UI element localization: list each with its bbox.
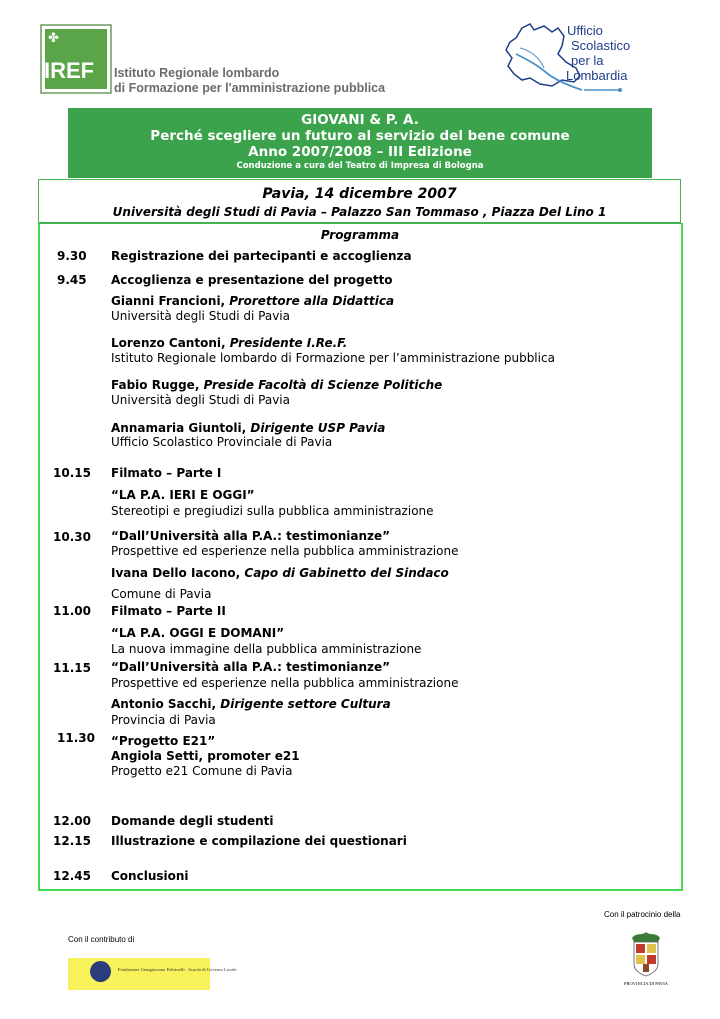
item-testimonials-1-desc: Prospettive ed esperienze nella pubblica amministrazione <box>111 544 459 558</box>
svg-text:✤: ✤ <box>48 31 59 46</box>
iref-logo <box>40 24 112 94</box>
speaker-org: Università degli Studi di Pavia <box>111 393 290 407</box>
speaker-role: Dirigente settore Cultura <box>220 697 391 711</box>
speaker-org: Comune di Pavia <box>111 587 212 601</box>
item-registration: Registrazione dei partecipanti e accoglienza <box>111 249 412 263</box>
banner-conduction: Conduzione a cura del Teatro di Impresa di Bologna <box>236 161 484 171</box>
item-project-e21-org: Progetto e21 Comune di Pavia <box>111 764 293 778</box>
item-project-e21: “Progetto E21” <box>111 734 216 748</box>
speaker-rugge <box>111 378 442 392</box>
item-testimonials-1: “Dall’Università alla P.A.: testimonianze” <box>111 529 390 543</box>
speaker-org: Provincia di Pavia <box>111 713 216 727</box>
speaker-name: Fabio Rugge, <box>111 378 204 392</box>
speaker-name: Ivana Dello Iacono, <box>111 566 245 580</box>
iref-name <box>114 66 385 96</box>
usp-line4: Lombardia <box>566 68 628 83</box>
speaker-role: Prorettore alla Didattica <box>229 294 395 308</box>
speaker-org: Istituto Regionale lombardo di Formazione per l’amministrazione pubblica <box>111 351 555 365</box>
item-testimonials-2-desc: Prospettive ed esperienze nella pubblica amministrazione <box>111 676 459 690</box>
patronage-label: Con il patrocinio della <box>604 910 681 919</box>
usp-name <box>567 23 630 83</box>
contribution-label: Con il contributo di <box>68 935 135 944</box>
speaker-role: Dirigente USP Pavia <box>250 421 386 435</box>
iref-name-line2: di Formazione per l'amministrazione pubblica <box>114 81 386 95</box>
time-1030: 10.30 <box>53 530 91 544</box>
globe-icon <box>90 961 111 982</box>
time-1130: 11.30 <box>57 731 95 745</box>
province-crest-icon <box>628 930 664 978</box>
program-title: Programma <box>320 228 400 242</box>
item-film-part1-title: “LA P.A. IERI E OGGI” <box>111 488 255 502</box>
speaker-francioni <box>111 294 394 308</box>
banner-edition: Anno 2007/2008 – III Edizione <box>248 144 472 160</box>
item-questions: Domande degli studenti <box>111 814 274 828</box>
speaker-role: Capo di Gabinetto del Sindaco <box>244 566 449 580</box>
time-1215: 12.15 <box>53 834 91 848</box>
speaker-name: Annamaria Giuntoli, <box>111 421 251 435</box>
event-date: Pavia, 14 dicembre 2007 <box>262 186 457 202</box>
item-film-part2-desc: La nuova immagine della pubblica amministrazione <box>111 642 422 656</box>
speaker-giuntoli <box>111 421 385 435</box>
speaker-sacchi <box>111 697 391 711</box>
speaker-role: Preside Facoltà di Scienze Politiche <box>203 378 443 392</box>
item-welcome: Accoglienza e presentazione del progetto <box>111 273 393 287</box>
time-1245: 12.45 <box>53 869 91 883</box>
time-945: 9.45 <box>57 273 87 287</box>
iref-logo-text: IREF <box>44 58 95 83</box>
event-venue: Università degli Studi di Pavia – Palazzo San Tommaso , Piazza Del Lino 1 <box>112 205 607 219</box>
speaker-org: Università degli Studi di Pavia <box>111 309 290 323</box>
speaker-org: Ufficio Scolastico Provinciale di Pavia <box>111 435 333 449</box>
speaker-role: Presidente I.Re.F. <box>229 336 348 350</box>
usp-line2: Scolastico <box>571 38 631 53</box>
usp-line3: per la <box>571 53 604 68</box>
banner-title: GIOVANI & P. A. <box>301 112 419 128</box>
speaker-cantoni <box>111 336 347 350</box>
province-name: PROVINCIA DI PAVIA <box>623 981 668 986</box>
item-project-e21-speaker: Angiola Setti, promoter e21 <box>111 749 300 763</box>
speaker-name: Antonio Sacchi, <box>111 697 221 711</box>
item-film-part1: Filmato – Parte I <box>111 466 222 480</box>
time-930: 9.30 <box>57 249 87 263</box>
usp-line1: Ufficio <box>567 23 603 38</box>
iref-name-line1: Istituto Regionale lombardo <box>114 66 280 80</box>
speaker-name: Gianni Francioni, <box>111 294 230 308</box>
item-film-part1-desc: Stereotipi e pregiudizi sulla pubblica amministrazione <box>111 504 434 518</box>
item-conclusions: Conclusioni <box>111 869 189 883</box>
speaker-name: Lorenzo Cantoni, <box>111 336 230 350</box>
item-testimonials-2: “Dall’Università alla P.A.: testimonianze” <box>111 660 390 674</box>
item-questionnaires: Illustrazione e compilazione dei questionari <box>111 834 407 848</box>
time-1200: 12.00 <box>53 814 91 828</box>
item-film-part2: Filmato – Parte II <box>111 604 226 618</box>
banner-subtitle: Perché scegliere un futuro al servizio del bene comune <box>150 128 570 144</box>
event-title-banner <box>68 108 652 178</box>
time-1015: 10.15 <box>53 466 91 480</box>
foundation-name: Fondazione Giangiacomo Feltrinelli · Scuola di Governo Locale <box>118 967 237 972</box>
location-box <box>38 179 681 223</box>
time-1100: 11.00 <box>53 604 91 618</box>
speaker-dello-iacono <box>111 566 449 580</box>
foundation-logo <box>68 958 237 990</box>
item-film-part2-title: “LA P.A. OGGI E DOMANI” <box>111 626 285 640</box>
time-1115: 11.15 <box>53 661 91 675</box>
